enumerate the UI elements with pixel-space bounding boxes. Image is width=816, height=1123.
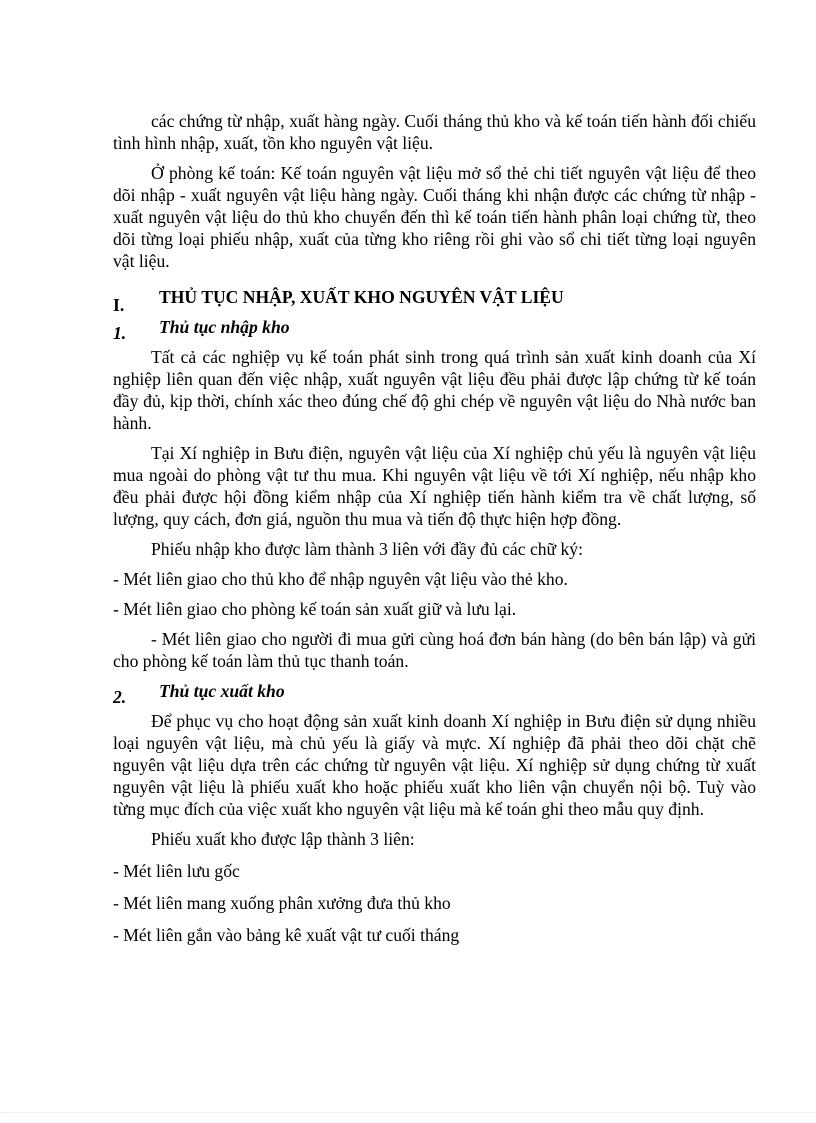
list-item: - Mét liên lưu gốc: [113, 861, 240, 881]
sub1-paragraph-1: Tất cả các nghiệp vụ kế toán phát sinh trong quá trình sản xuất kinh doanh của Xí nghiệp liên quan đến việc nhập, xuất nguyên vật liệu đều phải được lập chứng từ kế toán đầy đủ, kịp thời, chính xác theo đúng chế độ ghi chép về nguyên vật liệu do Nhà nước ban hành.: [113, 347, 756, 433]
section-heading-1: [113, 286, 756, 315]
page-bottom-rule: [0, 1112, 816, 1113]
list-item: - Mét liên giao cho phòng kế toán sản xuất giữ và lưu lại.: [113, 599, 517, 619]
subsection-heading-1: [113, 316, 756, 343]
sub1-paragraph-3: Phiếu nhập kho được làm thành 3 liên với đầy đủ các chữ ký:: [151, 539, 583, 559]
intro-paragraph-1: các chứng từ nhập, xuất hàng ngày. Cuối tháng thủ kho và kế toán tiến hành đối chiếu tình hình nhập, xuất, tồn kho nguyên vật liệu.: [113, 111, 756, 153]
subsection-heading-2: [113, 680, 756, 707]
sub2-paragraph-2: Phiếu xuất kho được lập thành 3 liên:: [151, 829, 415, 849]
list-item: - Mét liên giao cho thủ kho để nhập nguyên vật liệu vào thẻ kho.: [113, 569, 568, 589]
section-title: THỦ TỤC NHẬP, XUẤT KHO NGUYÊN VẬT LIỆU: [159, 287, 564, 307]
sub2-paragraph-1: Để phục vụ cho hoạt động sản xuất kinh doanh Xí nghiệp in Bưu điện sử dụng nhiều loại nguyên vật liệu, mà chủ yếu là giấy và mực. Xí nghiệp đã phải theo dõi chặt chẽ nguyên vật liệu dựa trên các chứng từ nguyên vật liệu. Xí nghiệp sử dụng chứng từ xuất nguyên vật liệu là phiếu xuất kho hoặc phiếu xuất kho liên vận chuyển nội bộ. Tuỳ vào từng mục đích của việc xuất kho nguyên vật liệu mà kế toán ghi theo mẫu quy định.: [113, 711, 756, 819]
sub1-paragraph-2: Tại Xí nghiệp in Bưu điện, nguyên vật liệu của Xí nghiệp chủ yếu là nguyên vật liệu mua ngoài do phòng vật tư thu mua. Khi nguyên vật liệu về tới Xí nghiệp, nếu nhập kho đều phải được hội đồng kiểm nhập của Xí nghiệp tiến hành kiểm tra về chất lượng, số lượng, quy cách, đơn giá, nguồn thu mua và tiến độ thực hiện hợp đồng.: [113, 443, 756, 529]
list-item: - Mét liên mang xuống phân xưởng đưa thủ kho: [113, 893, 451, 913]
intro-paragraph-2: Ở phòng kế toán: Kế toán nguyên vật liệu mở sổ thẻ chi tiết nguyên vật liệu để theo dõi nhập - xuất nguyên vật liệu hàng ngày. Cuối tháng khi nhận được các chứng từ nhập - xuất nguyên vật liệu do thủ kho chuyển đến thì kế toán tiến hành phân loại chứng từ, theo dõi từng loại phiếu nhập, xuất của từng kho riêng rồi ghi vào sổ chi tiết từng loại nguyên vật liệu.: [113, 163, 756, 271]
subsection-number: 1.: [113, 323, 127, 343]
subsection-title: Thủ tục xuất kho: [159, 681, 285, 701]
subsection-title: Thủ tục nhập kho: [159, 317, 290, 337]
document-page: [113, 110, 756, 946]
subsection-number: 2.: [113, 687, 127, 707]
list-item: - Mét liên giao cho người đi mua gửi cùng hoá đơn bán hàng (do bên bán lập) và gửi cho phòng kế toán làm thủ tục thanh toán.: [113, 629, 756, 671]
section-number: I.: [113, 295, 125, 315]
list-item: - Mét liên gắn vào bảng kê xuất vật tư cuối tháng: [113, 925, 460, 945]
